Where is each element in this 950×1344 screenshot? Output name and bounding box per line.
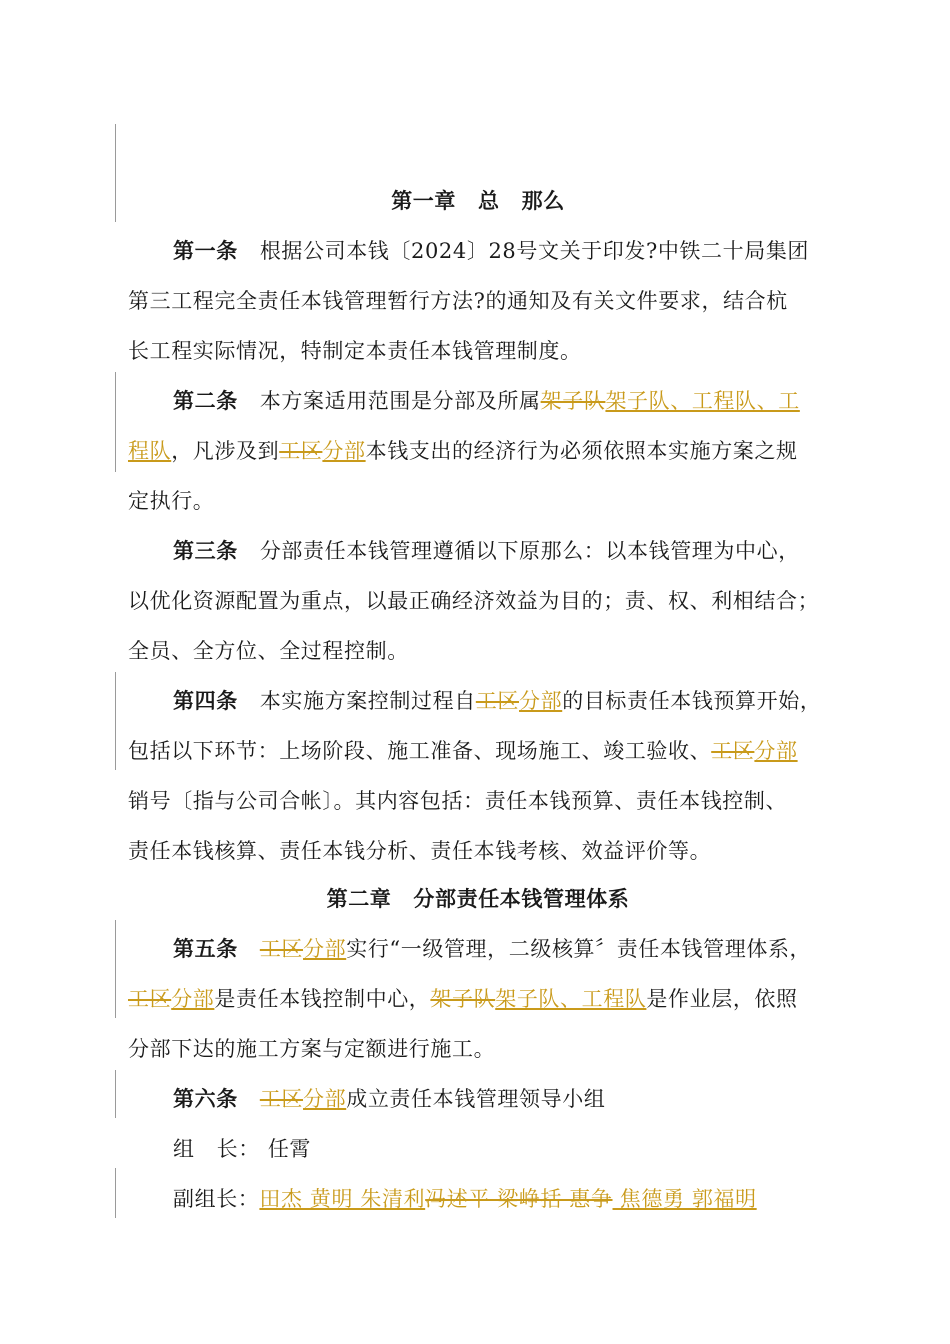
inserted-text: 分部: [303, 937, 347, 961]
chapter-2-heading: [128, 884, 828, 914]
article-3-line-3: 全员、全方位、全过程控制。: [128, 639, 409, 663]
inserted-text: 程队: [128, 439, 172, 463]
article-2-line-3: 定执行。: [128, 489, 215, 513]
article-2-text: 本方案适用范围是分部及所属: [259, 389, 541, 413]
article-4-line-3: 销号〔指与公司合帐〕。其内容包括：责任本钱预算、责任本钱控制、: [128, 789, 788, 813]
inserted-text: 分部: [171, 987, 215, 1011]
article-2-text: ，凡涉及到: [171, 439, 280, 463]
article-4-text: 的目标责任本钱预算开始，: [562, 689, 822, 713]
group-leader-label-part1: 组: [173, 1137, 195, 1161]
change-bar: [115, 372, 116, 472]
article-3-label: 第三条: [173, 538, 238, 563]
article-3-text: 分部责任本钱管理遵循以下原那么：以本钱管理为中心，: [259, 539, 800, 563]
chapter-2-title: 分部责任本钱管理体系: [413, 886, 630, 911]
article-5-line-2: [128, 984, 828, 1014]
deputy-leader-label: 副组长：: [173, 1187, 260, 1211]
inserted-text: 分部: [303, 1087, 347, 1111]
article-5-text: 实行“一级管理，二级核算〞责任本钱管理体系，: [346, 937, 812, 961]
article-1-text: 根据公司本钱〔2024〕28号文关于印发?中铁二十局集团: [259, 239, 810, 263]
deleted-text: 架子队: [430, 987, 496, 1011]
chapter-1-number: 第一章: [391, 188, 456, 213]
change-bar: [115, 1168, 116, 1218]
group-leader-name: 任霄: [267, 1137, 312, 1161]
inserted-text: 分部: [519, 689, 563, 713]
article-4-line-2: [128, 736, 828, 766]
inserted-text: 架子队、工程队: [495, 987, 647, 1011]
article-5-line-3: 分部下达的施工方案与定额进行施工。: [128, 1037, 496, 1061]
article-5-line-1: [173, 934, 828, 964]
deputy-leader-line: [173, 1184, 828, 1214]
inserted-text: 焦德勇 郭福明: [612, 1187, 757, 1211]
article-3-line-1: [173, 536, 828, 566]
article-1-line-2: 第三工程完全责任本钱管理暂行方法?的通知及有关文件要求，结合杭: [128, 289, 788, 313]
group-leader-line: [173, 1134, 828, 1164]
chapter-1-title-part2: 那么: [521, 188, 565, 213]
article-4-text: 包括以下环节：上场阶段、施工准备、现场施工、竣工验收、: [128, 739, 712, 763]
article-4-text: 本实施方案控制过程自: [259, 689, 476, 713]
deleted-text: 工区: [259, 1087, 304, 1111]
article-6-label: 第六条: [173, 1086, 238, 1111]
article-2-line-1: [173, 386, 828, 416]
change-bar: [115, 1070, 116, 1118]
chapter-2-number: 第二章: [326, 886, 392, 911]
article-2-text: 本钱支出的经济行为必须依照本实施方案之规: [365, 439, 798, 463]
deleted-text: 工区: [711, 739, 755, 763]
change-bar: [115, 124, 116, 222]
deleted-text: 冯述平 梁峥括 惠争: [425, 1187, 613, 1211]
deleted-text: 工区: [279, 439, 323, 463]
article-4-label: 第四条: [173, 688, 238, 713]
deleted-text: 工区: [259, 937, 304, 961]
article-5-text: 是作业层，依照: [646, 987, 798, 1011]
article-5-text: 是责任本钱控制中心，: [214, 987, 431, 1011]
change-bar: [115, 672, 116, 770]
chapter-1-title-part1: 总: [478, 188, 500, 213]
article-2-line-2: [128, 436, 828, 466]
article-1-line-1: [173, 236, 828, 266]
change-bar: [115, 920, 116, 1018]
group-leader-label-part2: 长：: [216, 1137, 260, 1161]
inserted-text: 分部: [322, 439, 366, 463]
article-3-line-2: 以优化资源配置为重点，以最正确经济效益为目的；责、权、利相结合；: [128, 589, 820, 613]
article-4-line-1: [173, 686, 828, 716]
inserted-text: 架子队、工程队、工: [605, 389, 800, 413]
deleted-text: 工区: [475, 689, 520, 713]
article-4-line-4: 责任本钱核算、责任本钱分析、责任本钱考核、效益评价等。: [128, 839, 712, 863]
article-2-label: 第二条: [173, 388, 238, 413]
article-6-text: 成立责任本钱管理领导小组: [346, 1087, 606, 1111]
article-1-line-3: 长工程实际情况，特制定本责任本钱管理制度。: [128, 339, 582, 363]
inserted-text: 分部: [754, 739, 798, 763]
deleted-text: 工区: [128, 987, 172, 1011]
article-1-label: 第一条: [173, 238, 238, 263]
inserted-text: 田杰 黄明 朱清利: [259, 1187, 426, 1211]
article-5-label: 第五条: [173, 936, 238, 961]
chapter-1-heading: [128, 186, 828, 216]
deleted-text: 架子队: [540, 389, 606, 413]
article-6-line-1: [173, 1084, 828, 1114]
